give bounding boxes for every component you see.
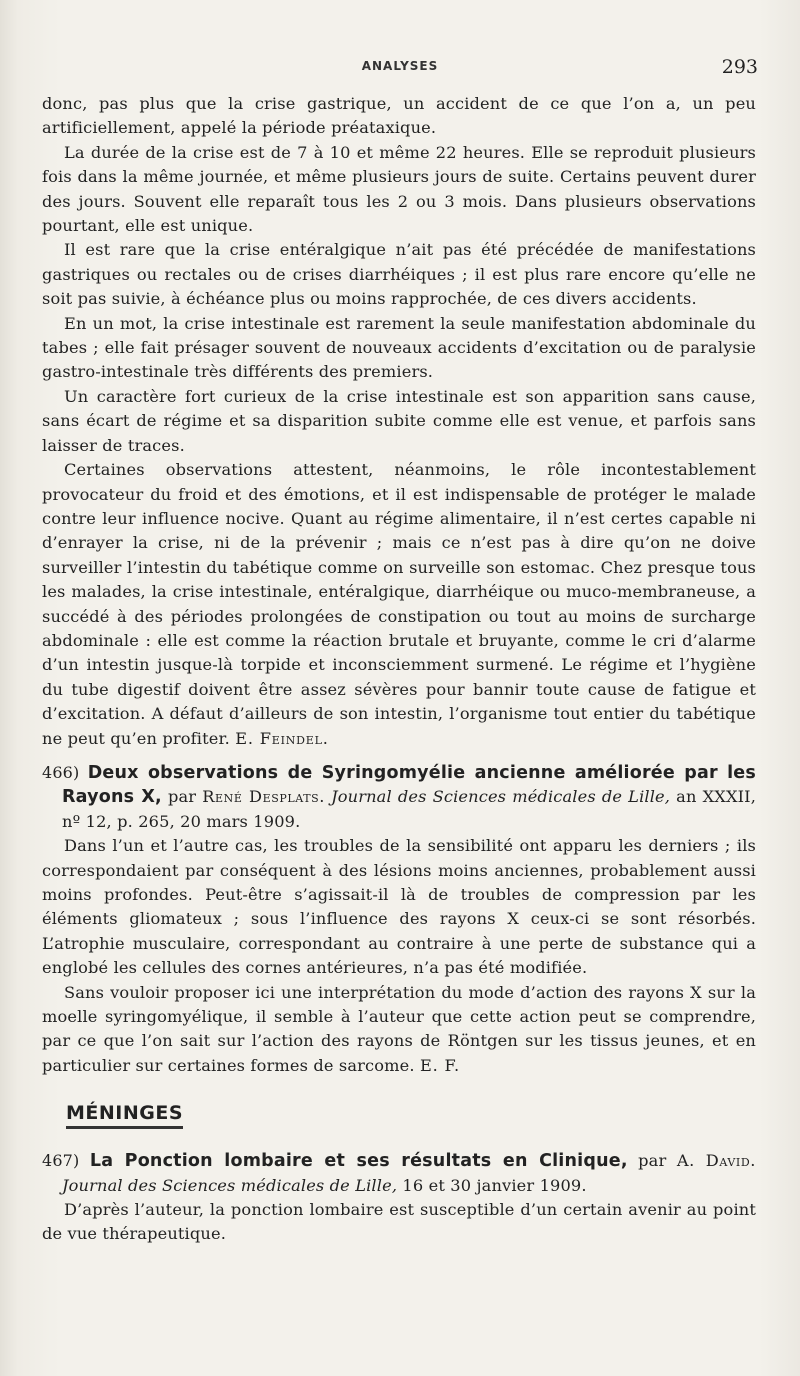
paragraph: D’après l’auteur, la ponction lombaire est susceptible d’un certain avenir au point de vue thérapeutique. [42, 1200, 756, 1244]
header-title: ANALYSES [361, 59, 439, 73]
running-header [42, 56, 758, 80]
abstract-heading-466 [42, 761, 756, 834]
section-title: MÉNINGES [66, 1102, 183, 1129]
abstract-title: Deux observations de Syringomyélie ancienne améliorée par les Rayons X, [62, 762, 756, 808]
abstract-author: A. David. [676, 1151, 756, 1171]
abstract-author: René Desplats. [202, 787, 326, 807]
body-text [42, 92, 756, 1247]
abstract-heading-467 [42, 1149, 756, 1198]
abstract-body-466 [42, 834, 756, 1078]
abstract-by: par [167, 787, 197, 807]
abstract-citation: 16 et 30 janvier 1909. [402, 1175, 587, 1195]
paragraph: Il est rare que la crise entéralgique n’ait pas été précédée de manifestations gastriques ou rectales ou de crises diarrhéiques ; il est plus rare encore qu’elle ne soit pas suivie, à échéance plus ou moins rapprochée, de ces divers accidents. [42, 240, 756, 309]
abstract-citation: an XXXII, nº 12, p. 265, 20 mars 1909. [62, 787, 757, 831]
abstract-journal: Journal des Sciences médicales de Lille, [331, 787, 671, 807]
abstract-title: La Ponction lombaire et ses résultats en Clinique, [89, 1151, 628, 1172]
abstract-by: par [638, 1151, 667, 1171]
signature: E. Feindel. [235, 728, 329, 748]
paragraph-text: Sans vouloir proposer ici une interprétation du mode d’action des rayons X sur la moelle syringomyélique, il semble à l’auteur que cette action peut se comprendre, par ce que l’on sait sur l’action des rayons de Röntgen sur les tissus jeunes, et en particulier sur certaines formes de sarcome. [42, 982, 756, 1075]
paragraph: Dans l’un et l’autre cas, les troubles de la sensibilité ont apparu les derniers ; ils correspondaient par conséquent à des lésions moins anciennes, probablement aussi moins profondes. Peut-être s’agissait-il là de troubles de compression par les éléments gliomateux ; sous l’influence des rayons X ceux-ci se sont résorbés. L’atrophie musculaire, correspondant au contraire à une perte de substance qui a englobé les cellules des cornes antérieures, n’a pas été modifiée. [42, 836, 756, 978]
abstract-number: 466) [42, 762, 80, 782]
section-heading [42, 1102, 756, 1129]
paragraph-text: Certaines observations attestent, néanmoins, le rôle incontestablement provocateur du froid et des émotions, et il est indispensable de protéger le malade contre leur influence nocive. Quant au régime alimentaire, il n’est certes capable ni d’enrayer la crise, ni de la prévenir ; mais ce n’est pas à dire qu’on ne doive surveiller l’intestin du tabétique comme on surveille son estomac. Chez presque tous les malades, la crise intestinale, entéralgique, diarrhéique ou muco-membraneuse, a succédé à des périodes prolongées de constipation ou tout au moins de surcharge abdominale : elle est comme la réaction brutale et bruyante, comme le cri d’alarme d’un intestin jusque-là torpide et inconsciemment surmené. Le régime et l’hygiène du tube digestif doivent être assez sévères pour bannir toute cause de fatigue et d’excitation. A défaut d’ailleurs de son intestin, l’organisme tout entier du tabétique ne peut qu’en profiter. [42, 460, 756, 748]
abstract-number: 467) [42, 1151, 80, 1171]
signature: E. F. [419, 1055, 460, 1075]
abstract-body-467 [42, 1198, 756, 1247]
paragraph: Un caractère fort curieux de la crise intestinale est son apparition sans cause, sans écart de régime et sa disparition subite comme elle est venue, et parfois sans laisser de traces. [42, 386, 756, 455]
paragraph-with-signature [42, 458, 756, 751]
paragraph: En un mot, la crise intestinale est rarement la seule manifestation abdominale du tabes ; elle fait présager souvent de nouveaux accidents d’excitation ou de paralysie gastro-intestinale très différents des premiers. [42, 313, 756, 382]
page-number: 293 [721, 56, 758, 78]
paragraph-with-signature [42, 981, 756, 1079]
paragraph: La durée de la crise est de 7 à 10 et même 22 heures. Elle se reproduit plusieurs fois dans la même journée, et même plusieurs jours de suite. Certains peuvent durer des jours. Souvent elle reparaît tous les 2 ou 3 mois. Dans plusieurs observations pourtant, elle est unique. [42, 142, 756, 236]
abstract-journal: Journal des Sciences médicales de Lille, [62, 1175, 398, 1195]
paragraph: donc, pas plus que la crise gastrique, un accident de ce que l’on a, un peu artificiellement, appelé la période préataxique. [42, 94, 756, 138]
